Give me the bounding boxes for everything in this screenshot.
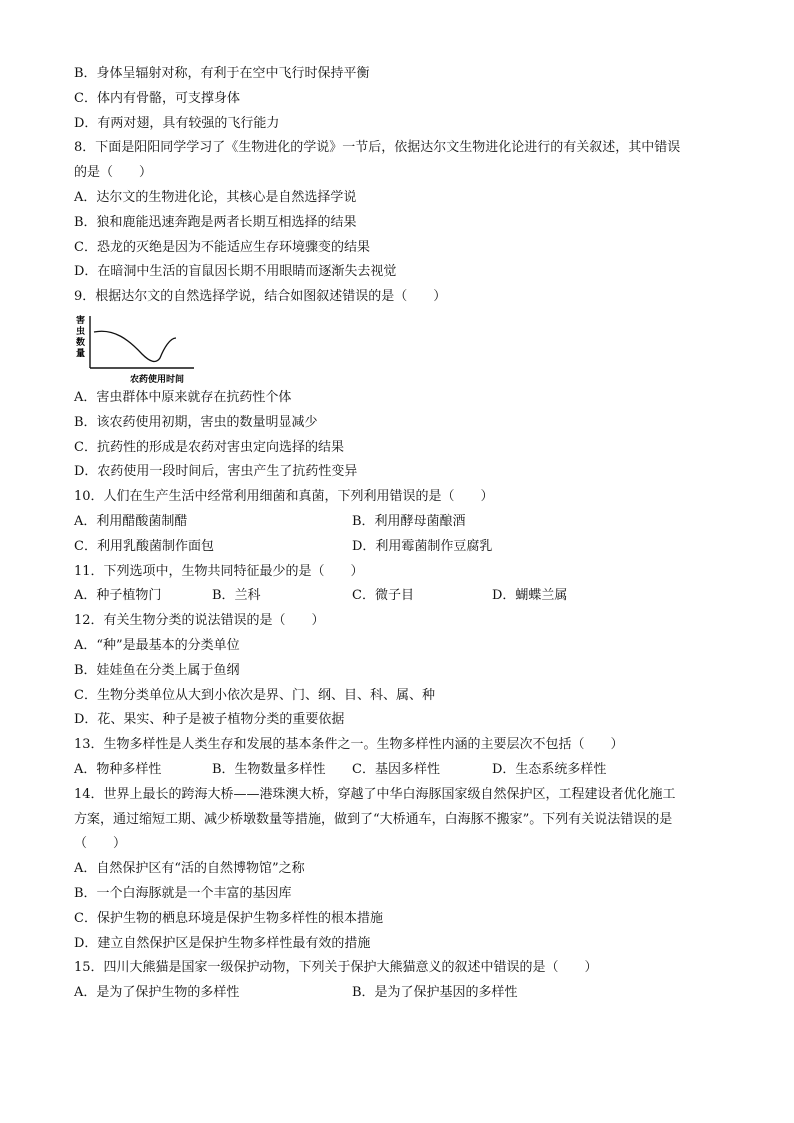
figure-ylabel-2: 虫 — [76, 326, 86, 337]
q15-option-a: A．是为了保护生物的多样性 — [74, 985, 240, 1001]
q9-option-c: C．抗药性的形成是农药对害虫定向选择的结果 — [74, 439, 344, 455]
q14-stem-line3: （ ） — [74, 836, 127, 852]
q11-option-c: C．微子目 — [352, 588, 414, 604]
q12-option-b: B．娃娃鱼在分类上属于鱼纲 — [74, 662, 240, 678]
q8-option-b: B．狼和鹿能迅速奔跑是两者长期互相选择的结果 — [74, 214, 357, 230]
exam-page — [74, 62, 734, 1006]
figure-ylabel-1: 害 — [76, 315, 86, 326]
q13-option-b: B．生物数量多样性 — [212, 761, 326, 777]
q11-option-d: D．蝴蝶兰属 — [492, 588, 568, 604]
q11-stem: 11．下列选项中，生物共同特征最少的是（ ） — [74, 563, 364, 579]
figure-curve — [94, 331, 176, 361]
q12-stem: 12．有关生物分类的说法错误的是（ ） — [74, 613, 325, 629]
q7-option-d: D．有两对翅，具有较强的飞行能力 — [74, 115, 280, 131]
q13-option-d: D．生态系统多样性 — [492, 761, 607, 777]
q14-option-b: B．一个白海豚就是一个丰富的基因库 — [74, 885, 292, 901]
figure-ylabel-4: 量 — [76, 348, 86, 359]
q13-stem: 13．生物多样性是人类生存和发展的基本条件之一。生物多样性内涵的主要层次不包括（ ） — [74, 737, 624, 753]
q8-option-c: C．恐龙的灭绝是因为不能适应生存环境骤变的结果 — [74, 239, 370, 255]
q9-option-a: A．害虫群体中原来就存在抗药性个体 — [74, 389, 292, 405]
q11-option-a: A．种子植物门 — [74, 588, 162, 604]
q12-option-c: C．生物分类单位从大到小依次是界、门、纲、目、科、属、种 — [74, 687, 435, 703]
q9-option-b: B．该农药使用初期，害虫的数量明显减少 — [74, 414, 318, 430]
q10-option-a: A．利用醋酸菌制醋 — [74, 513, 188, 529]
q10-option-d: D．利用霉菌制作豆腐乳 — [352, 538, 493, 554]
q15-stem: 15．四川大熊猫是国家一级保护动物，下列关于保护大熊猫意义的叙述中错误的是（ ） — [74, 960, 598, 976]
q10-options-row1 — [74, 510, 734, 535]
q14-stem-line1: 14．世界上最长的跨海大桥——港珠澳大桥，穿越了中华白海豚国家级自然保护区，工程建设者优化施工 — [74, 786, 676, 802]
q13-options — [74, 758, 734, 783]
pest-curve-graph — [74, 312, 204, 386]
q14-option-d: D．建立自然保护区是保护生物多样性最有效的措施 — [74, 935, 371, 951]
figure-ylabel-3: 数 — [76, 337, 86, 348]
q8-option-a: A．达尔文的生物进化论，其核心是自然选择学说 — [74, 189, 357, 205]
q11-option-b: B．兰科 — [212, 588, 261, 604]
q9-stem: 9．根据达尔文的自然选择学说，结合如图叙述错误的是（ ） — [74, 289, 447, 305]
q12-option-a: A．“种”是最基本的分类单位 — [74, 637, 240, 653]
q10-option-c: C．利用乳酸菌制作面包 — [74, 538, 214, 554]
q9-option-d: D．农药使用一段时间后，害虫产生了抗药性变异 — [74, 464, 358, 480]
q13-option-a: A．物种多样性 — [74, 761, 162, 777]
figure-xlabel: 农药使用时间 — [130, 374, 185, 385]
q14-option-a: A．自然保护区有“活的自然博物馆”之称 — [74, 861, 305, 877]
pest-population-figure — [74, 310, 734, 386]
q15-options — [74, 981, 734, 1006]
q8-stem-line2: 的是（ ） — [74, 165, 153, 181]
q10-stem: 10．人们在生产生活中经常利用细菌和真菌，下列利用错误的是（ ） — [74, 489, 494, 505]
q12-option-d: D．花、果实、种子是被子植物分类的重要依据 — [74, 712, 345, 728]
q8-option-d: D．在暗洞中生活的盲鼠因长期不用眼睛而逐渐失去视觉 — [74, 264, 397, 280]
q14-option-c: C．保护生物的栖息环境是保护生物多样性的根本措施 — [74, 910, 383, 926]
q8-stem-line1: 8．下面是阳阳同学学习了《生物进化的学说》一节后，依据达尔文生物进化论进行的有关叙述，其中错误 — [74, 140, 681, 156]
q10-options-row2 — [74, 535, 734, 560]
q14-stem-line2: 方案，通过缩短工期、减少桥墩数量等措施，做到了“大桥通车，白海豚不搬家”。下列有关说法错误的是 — [74, 811, 673, 827]
q13-option-c: C．基因多样性 — [352, 761, 440, 777]
q15-option-b: B．是为了保护基因的多样性 — [352, 985, 518, 1001]
q7-option-c: C．体内有骨骼，可支撑身体 — [74, 90, 240, 106]
q11-options — [74, 584, 734, 609]
q7-option-b: B．身体呈辐射对称，有利于在空中飞行时保持平衡 — [74, 66, 370, 81]
q10-option-b: B．利用酵母菌酿酒 — [352, 513, 466, 529]
